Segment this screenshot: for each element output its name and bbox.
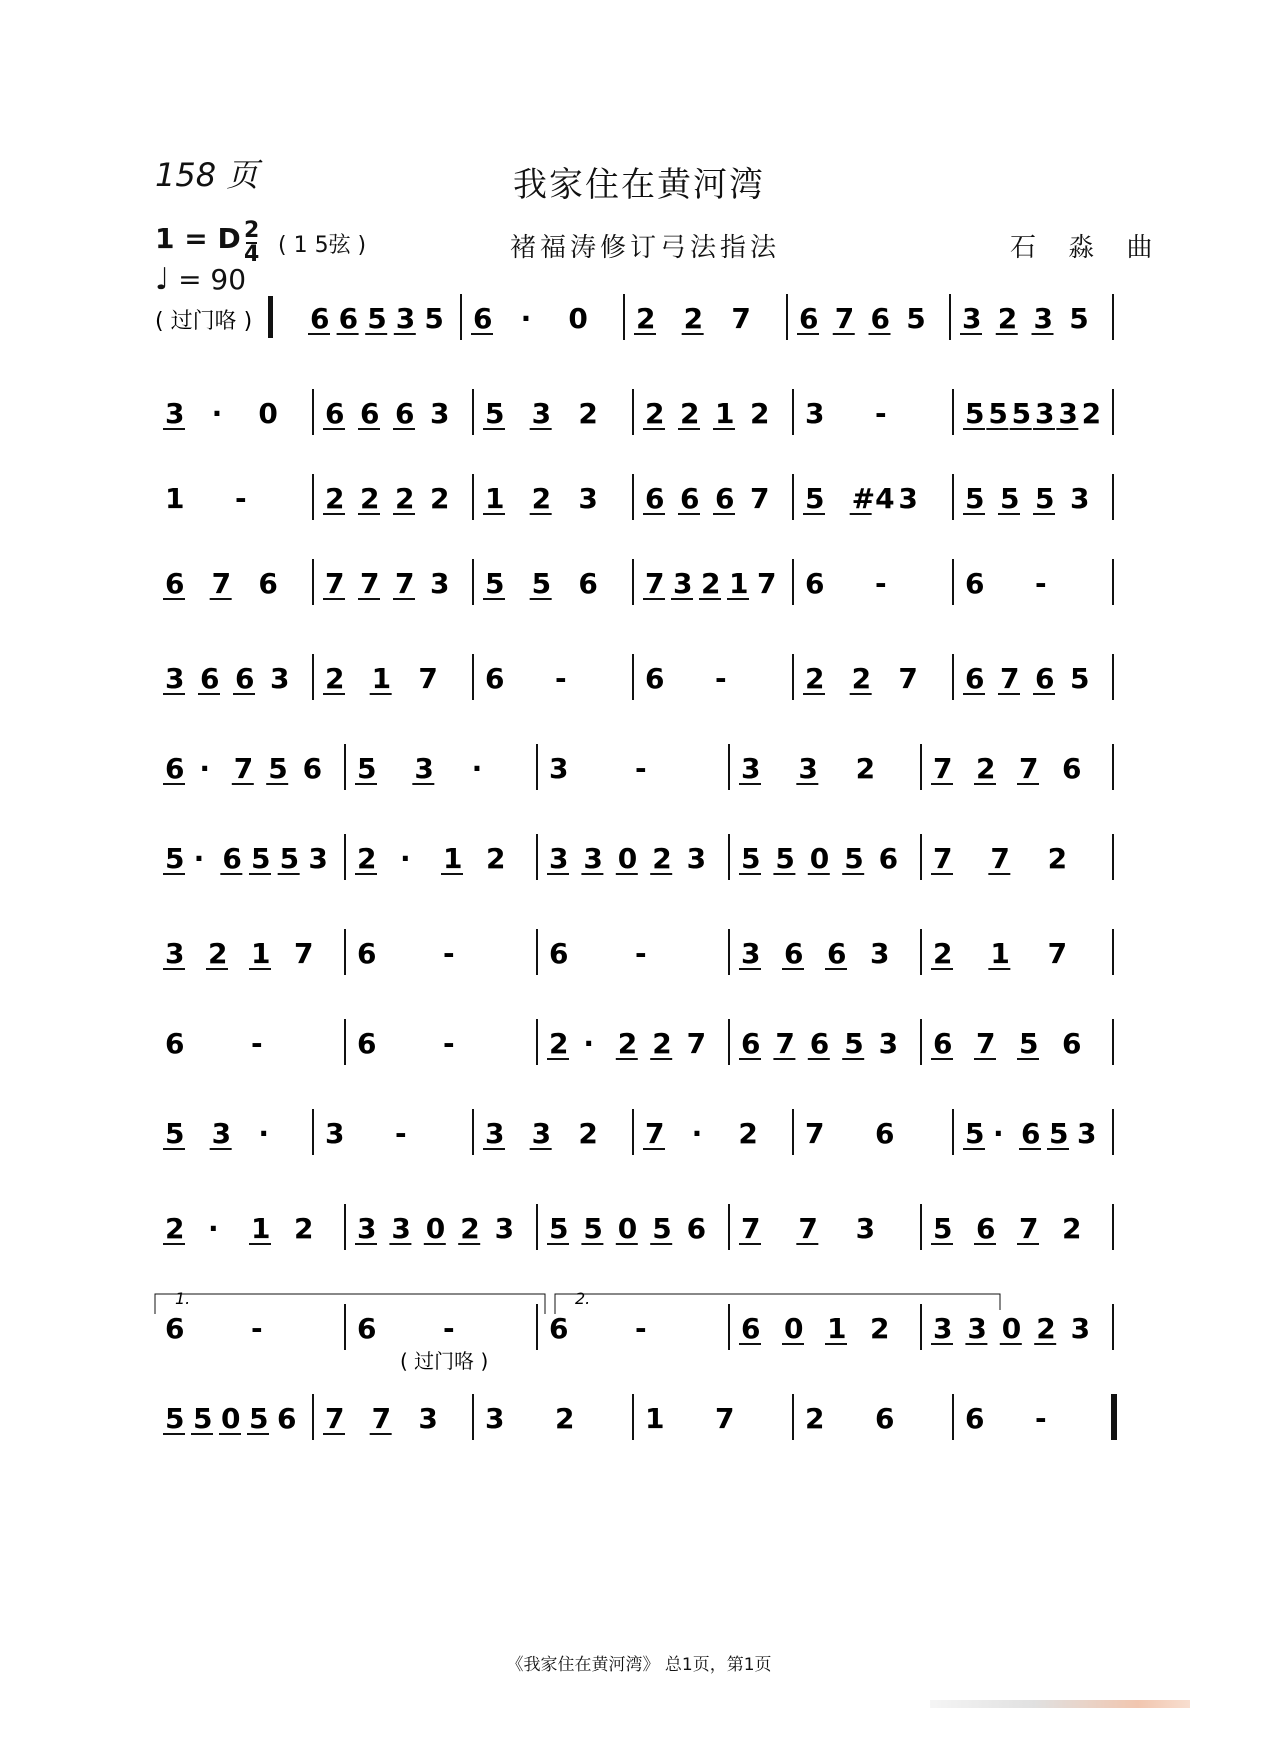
note-digit: 3 xyxy=(165,662,185,695)
note-digit: 3 xyxy=(395,302,416,335)
note-digit: 5 xyxy=(193,1402,213,1435)
note-digit: 6 xyxy=(809,1027,830,1060)
note-digit: 2 xyxy=(578,397,598,430)
note-digit: 3 xyxy=(1058,397,1078,430)
note-digit: 5 xyxy=(268,752,288,785)
note-digit: 2 xyxy=(645,397,665,430)
note-digit: 2 xyxy=(460,1212,480,1245)
note-digit: 2 xyxy=(683,302,704,335)
note-digit: 0 xyxy=(425,1212,446,1245)
dash-extension: - xyxy=(443,937,455,970)
score-row xyxy=(0,1190,1278,1280)
dash-extension: - xyxy=(715,662,727,695)
note-digit: 3 xyxy=(686,842,707,875)
note-digit: 2 xyxy=(652,1027,672,1060)
note-digit: 3 xyxy=(1033,302,1053,335)
note-digit: 6 xyxy=(1021,1117,1041,1150)
note-digit: 3 xyxy=(962,302,982,335)
note-digit: 6 xyxy=(965,1402,985,1435)
note-digit: 2 xyxy=(1081,397,1102,430)
note-digit: 3 xyxy=(211,1117,232,1150)
note-digit: 3 xyxy=(485,1402,505,1435)
note-digit: 0 xyxy=(1001,1312,1022,1345)
note-digit: 3 xyxy=(531,1117,552,1150)
intro-label-repeat: ( 过门咯 ) xyxy=(400,1349,489,1373)
note-digit: 7 xyxy=(741,1212,761,1245)
note-digit: 3 xyxy=(855,1212,876,1245)
note-digit: 6 xyxy=(784,937,804,970)
dash-extension: - xyxy=(443,1312,455,1345)
note-digit: 5 xyxy=(1011,397,1032,430)
note-digit: 6 xyxy=(741,1312,761,1345)
note-digit: 3 xyxy=(494,1212,515,1245)
note-digit: 2 xyxy=(325,482,345,515)
note-digit: 5 xyxy=(652,1212,672,1245)
note-digit: 2 xyxy=(617,1027,638,1060)
note-digit: 7 xyxy=(1000,662,1020,695)
note-digit: 5 xyxy=(1000,482,1020,515)
note-digit: · xyxy=(258,1117,269,1150)
note-digit: 6 xyxy=(473,302,493,335)
tempo-value: = 90 xyxy=(178,263,247,296)
note-digit: 5 xyxy=(531,567,552,600)
note-digit: 2 xyxy=(430,482,450,515)
note-digit: 7 xyxy=(395,567,415,600)
note-digit: 3 xyxy=(1070,1312,1091,1345)
note-digit: 7 xyxy=(360,567,380,600)
note-digit: 6 xyxy=(965,567,985,600)
note-digit: · xyxy=(993,1117,1004,1150)
note-digit: 6 xyxy=(878,842,899,875)
note-digit: 7 xyxy=(990,842,1010,875)
note-digit: 7 xyxy=(294,937,314,970)
note-digit: · xyxy=(691,1117,703,1150)
note-digit: 3 xyxy=(325,1117,345,1150)
note-digit: 2 xyxy=(294,1212,314,1245)
dash-extension: - xyxy=(395,1117,407,1150)
note-digit: 2 xyxy=(855,752,876,785)
note-digit: 6 xyxy=(578,567,598,600)
note-digit: 3 xyxy=(308,842,328,875)
note-digit: 3 xyxy=(583,842,603,875)
note-digit: 6 xyxy=(357,937,377,970)
note-digit: 0 xyxy=(221,1402,241,1435)
note-digit: 6 xyxy=(277,1402,297,1435)
note-digit: 6 xyxy=(357,1027,377,1060)
note-digit: 6 xyxy=(1035,662,1055,695)
note-digit: · xyxy=(471,752,483,785)
note-digit: 7 xyxy=(686,1027,707,1060)
note-digit: 6 xyxy=(485,662,505,695)
note-digit: 7 xyxy=(418,662,438,695)
dash-extension: - xyxy=(235,482,247,515)
note-digit: 2 xyxy=(395,482,415,515)
note-digit: 6 xyxy=(235,662,255,695)
note-digit: 7 xyxy=(1019,752,1039,785)
note-digit: 6 xyxy=(302,752,323,785)
note-digit: 6 xyxy=(200,662,220,695)
note-digit: 3 xyxy=(673,567,693,600)
repeat-start-barline xyxy=(268,296,273,338)
score-row xyxy=(0,1290,1278,1380)
note-digit: 5 xyxy=(165,1402,185,1435)
note-digit: 3 xyxy=(741,752,761,785)
note-digit: 6 xyxy=(360,397,380,430)
song-title: 我家住在黄河湾 xyxy=(513,165,765,205)
time-signature xyxy=(244,220,259,266)
note-digit: 5 xyxy=(549,1212,569,1245)
note-digit: 1 xyxy=(990,937,1010,970)
note-digit: 2 xyxy=(652,842,672,875)
note-digit: 5 xyxy=(965,397,985,430)
note-digit: 3 xyxy=(798,752,818,785)
note-digit: 7 xyxy=(645,567,665,600)
note-digit: 7 xyxy=(933,752,953,785)
note-digit: 7 xyxy=(1019,1212,1039,1245)
note-digit: 3 xyxy=(270,662,290,695)
note-digit: 5 xyxy=(1019,1027,1039,1060)
note-digit: · xyxy=(583,1027,595,1060)
note-digit: 6 xyxy=(799,302,819,335)
note-digit: 0 xyxy=(784,1312,804,1345)
note-digit: 2 xyxy=(486,842,506,875)
note-digit: 7 xyxy=(798,1212,818,1245)
note-digit: 6 xyxy=(222,842,242,875)
note-digit: 7 xyxy=(371,1402,392,1435)
note-digit: 6 xyxy=(165,752,185,785)
note-digit: 3 xyxy=(549,752,569,785)
note-digit: 1 xyxy=(827,1312,847,1345)
score-row xyxy=(0,1005,1278,1095)
note-digit: 2 xyxy=(750,397,770,430)
note-digit: 5 xyxy=(485,397,505,430)
note-digit: 3 xyxy=(870,937,890,970)
score-row xyxy=(0,730,1278,820)
note-digit: 3 xyxy=(531,397,552,430)
note-digit: 6 xyxy=(357,1312,377,1345)
note-digit: 6 xyxy=(741,1027,761,1060)
volta-1-bracket xyxy=(155,1294,545,1314)
key-signature: 1 = D xyxy=(155,222,241,255)
note-digit: 6 xyxy=(933,1027,953,1060)
note-digit: 7 xyxy=(757,567,777,600)
note-digit: 5 xyxy=(367,302,387,335)
note-digit: 7 xyxy=(898,662,918,695)
dash-extension: - xyxy=(635,752,647,785)
note-digit: 5 xyxy=(988,397,1008,430)
note-digit: 3 xyxy=(430,567,450,600)
note-digit: 0 xyxy=(617,842,638,875)
note-digit: 3 xyxy=(1070,482,1090,515)
note-digit: 6 xyxy=(645,482,665,515)
note-digit: · xyxy=(208,1212,219,1245)
note-digit: 2 xyxy=(870,1312,890,1345)
note-digit: 7 xyxy=(750,482,770,515)
intro-label: ( 过门咯 ) xyxy=(155,309,253,334)
note-digit: 7 xyxy=(233,752,254,785)
dash-extension: - xyxy=(555,662,567,695)
note-digit: 5 xyxy=(805,482,825,515)
final-barline xyxy=(1111,1394,1117,1440)
note-digit: 5 xyxy=(844,1027,864,1060)
note-digit: 7 xyxy=(325,1402,345,1435)
composer-credit: 石 淼 曲 xyxy=(1010,233,1165,263)
note-digit: 3 xyxy=(357,1212,377,1245)
score-row xyxy=(0,915,1278,1005)
note-digit: 7 xyxy=(731,302,751,335)
note-digit: 2 xyxy=(357,842,377,875)
note-digit: · xyxy=(211,397,223,430)
dash-extension: - xyxy=(635,1312,647,1345)
note-digit: 5 xyxy=(965,1117,985,1150)
score-row xyxy=(0,820,1278,910)
note-digit: 3 xyxy=(933,1312,953,1345)
note-digit: 3 xyxy=(805,397,825,430)
note-digit: 5 xyxy=(965,482,985,515)
note-digit: 1 xyxy=(165,482,185,515)
note-digit: 3 xyxy=(967,1312,987,1345)
note-digit: 7 xyxy=(805,1117,825,1150)
note-digit: 5 xyxy=(1069,302,1089,335)
note-digit: 2 xyxy=(1047,842,1068,875)
watermark xyxy=(930,1700,1190,1708)
note-digit: 5 xyxy=(906,302,926,335)
note-digit: 2 xyxy=(208,937,228,970)
note-digit: 5 xyxy=(165,842,185,875)
note-digit: 3 xyxy=(414,752,434,785)
note-digit: 6 xyxy=(549,937,569,970)
note-digit: 3 xyxy=(578,482,598,515)
note-digit: 6 xyxy=(165,1027,185,1060)
note-digit: 2 xyxy=(680,397,700,430)
note-digit: 2 xyxy=(165,1212,185,1245)
note-digit: 5 xyxy=(583,1212,603,1245)
note-digit: 3 xyxy=(485,1117,505,1150)
note-digit: 6 xyxy=(338,302,359,335)
dash-extension: - xyxy=(443,1027,455,1060)
dash-extension: - xyxy=(1035,567,1047,600)
note-digit: 3 xyxy=(1077,1117,1097,1150)
note-digit: 7 xyxy=(211,567,232,600)
page-label: 158 页 xyxy=(155,156,259,194)
note-digit: 3 xyxy=(430,397,450,430)
note-digit: 5 xyxy=(1035,482,1055,515)
note-digit: 2 xyxy=(531,482,552,515)
note-digit: 5 xyxy=(249,1402,269,1435)
note-digit: 6 xyxy=(680,482,700,515)
note-digit: 3 xyxy=(165,937,185,970)
note-digit: 2 xyxy=(976,752,996,785)
time-top: 2 xyxy=(244,218,260,243)
note-digit: 5 xyxy=(844,842,864,875)
score-row xyxy=(0,545,1278,635)
note-digit: 5 xyxy=(251,842,271,875)
note-digit: · xyxy=(199,752,211,785)
note-digit: · xyxy=(400,842,411,875)
note-digit: 5 xyxy=(933,1212,953,1245)
note-digit: 6 xyxy=(805,567,825,600)
note-digit: 2 xyxy=(325,662,345,695)
dash-extension: - xyxy=(875,397,887,430)
note-digit: #4 xyxy=(851,482,895,515)
volta-1: 1. xyxy=(175,1290,191,1308)
note-digit: 1 xyxy=(729,567,749,600)
note-digit: 3 xyxy=(391,1212,411,1245)
note-digit: 2 xyxy=(738,1117,758,1150)
note-digit: 0 xyxy=(809,842,830,875)
note-digit: 5 xyxy=(279,842,300,875)
dash-extension: - xyxy=(251,1312,263,1345)
note-digit: 6 xyxy=(686,1212,707,1245)
quarter-note-icon: ♩ xyxy=(155,262,170,297)
note-digit: 2 xyxy=(636,302,656,335)
note-digit: 3 xyxy=(418,1402,438,1435)
score-row xyxy=(0,640,1278,730)
note-digit: 6 xyxy=(165,1312,185,1345)
note-digit: 6 xyxy=(395,397,415,430)
reviser-credit: 褚福涛修订弓法指法 xyxy=(510,233,781,263)
note-digit: 6 xyxy=(965,662,985,695)
note-digit: 6 xyxy=(827,937,847,970)
note-digit: 7 xyxy=(325,567,345,600)
note-digit: 6 xyxy=(258,567,278,600)
note-digit: 7 xyxy=(775,1027,795,1060)
dash-extension: - xyxy=(635,937,647,970)
score-row xyxy=(0,1380,1278,1470)
score-row xyxy=(0,1095,1278,1185)
note-digit: 7 xyxy=(976,1027,996,1060)
note-digit: 2 xyxy=(549,1027,569,1060)
note-digit: 1 xyxy=(371,662,392,695)
note-digit: 1 xyxy=(645,1402,665,1435)
note-digit: 5 xyxy=(1049,1117,1069,1150)
note-digit: 0 xyxy=(568,302,588,335)
note-digit: 2 xyxy=(555,1402,575,1435)
note-digit: 6 xyxy=(310,302,330,335)
note-digit: 2 xyxy=(578,1117,598,1150)
note-digit: 7 xyxy=(715,1402,735,1435)
page-footer: 《我家住在黄河湾》 总1页，第1页 xyxy=(506,1655,772,1675)
note-digit: 2 xyxy=(1062,1212,1082,1245)
volta-2-bracket xyxy=(555,1294,1000,1314)
note-digit: 5 xyxy=(424,302,444,335)
note-digit: 2 xyxy=(805,662,825,695)
string-tuning: ( 1 5弦 ) xyxy=(278,233,367,258)
note-digit: 7 xyxy=(834,302,855,335)
note-digit: 5 xyxy=(485,567,505,600)
note-digit: 5 xyxy=(775,842,795,875)
note-digit: 3 xyxy=(878,1027,899,1060)
note-digit: 3 xyxy=(1035,397,1055,430)
note-digit: 5 xyxy=(165,1117,185,1150)
dash-extension: - xyxy=(251,1027,263,1060)
note-digit: 2 xyxy=(1036,1312,1056,1345)
dash-extension: - xyxy=(875,567,887,600)
note-digit: 0 xyxy=(617,1212,638,1245)
note-digit: 6 xyxy=(875,1117,895,1150)
note-digit: 6 xyxy=(1062,752,1082,785)
note-digit: 3 xyxy=(165,397,185,430)
note-digit: 6 xyxy=(875,1402,895,1435)
note-digit: 6 xyxy=(870,302,890,335)
note-digit: 6 xyxy=(165,567,185,600)
note-digit: 2 xyxy=(701,567,721,600)
note-digit: 3 xyxy=(549,842,569,875)
time-bottom: 4 xyxy=(244,242,260,267)
note-digit: · xyxy=(193,842,205,875)
note-digit: 1 xyxy=(485,482,505,515)
note-digit: 5 xyxy=(1070,662,1090,695)
note-digit: 3 xyxy=(741,937,761,970)
dash-extension: - xyxy=(1035,1402,1047,1435)
note-digit: 6 xyxy=(549,1312,569,1345)
note-digit: 2 xyxy=(997,302,1018,335)
note-digit: 2 xyxy=(851,662,872,695)
score-row xyxy=(0,280,1278,370)
note-digit: 3 xyxy=(898,482,918,515)
note-digit: 2 xyxy=(805,1402,825,1435)
note-digit: 6 xyxy=(645,662,665,695)
note-digit: 1 xyxy=(251,937,271,970)
note-digit: · xyxy=(520,302,532,335)
note-digit: 7 xyxy=(645,1117,665,1150)
note-digit: 1 xyxy=(443,842,463,875)
note-digit: 2 xyxy=(360,482,380,515)
note-digit: 5 xyxy=(357,752,377,785)
note-digit: 2 xyxy=(933,937,953,970)
note-digit: 6 xyxy=(1062,1027,1082,1060)
note-digit: 6 xyxy=(715,482,735,515)
note-digit: 6 xyxy=(325,397,345,430)
score-row xyxy=(0,460,1278,550)
note-digit: 5 xyxy=(741,842,761,875)
note-digit: 6 xyxy=(976,1212,996,1245)
note-digit: 0 xyxy=(258,397,278,430)
note-digit: 1 xyxy=(715,397,735,430)
volta-2: 2. xyxy=(575,1290,591,1308)
score-row xyxy=(0,375,1278,465)
note-digit: 7 xyxy=(1047,937,1068,970)
note-digit: 1 xyxy=(251,1212,271,1245)
note-digit: 7 xyxy=(933,842,953,875)
